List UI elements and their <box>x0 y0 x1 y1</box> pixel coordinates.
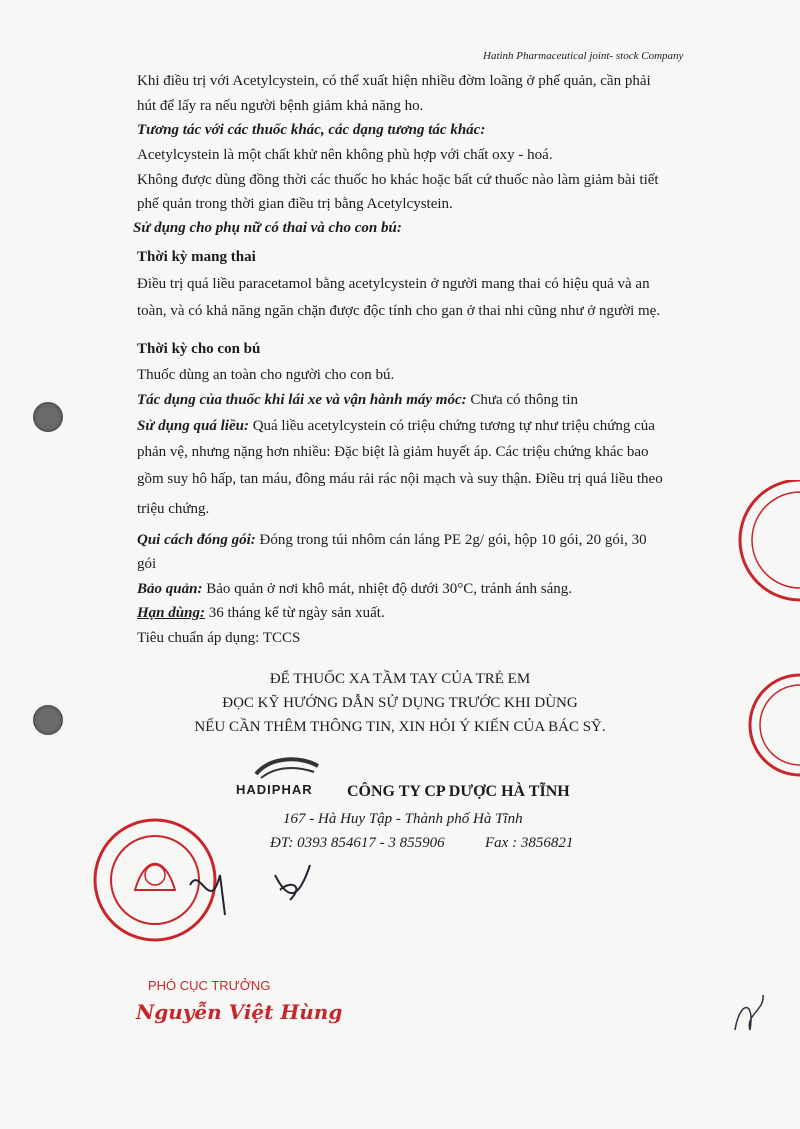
lactation-subheading: Thời kỳ cho con bú <box>137 341 261 357</box>
warning-line: NẾU CẦN THÊM THÔNG TIN, XIN HỎI Ý KIẾN CỦA BÁC SỸ. <box>194 719 606 735</box>
warning-line: ĐỂ THUỐC XA TẦM TAY CỦA TRẺ EM <box>269 671 531 687</box>
driving-line <box>137 391 578 409</box>
body-line: triệu chứng. <box>137 501 210 517</box>
body-line: Không được dùng đồng thời các thuốc ho khác hoặc bất cứ thuốc nào làm giảm bài tiết <box>137 172 659 188</box>
company-address: 167 - Hà Huy Tập - Thành phố Hà Tĩnh <box>283 811 523 827</box>
body-line: Khi điều trị với Acetylcystein, có thể xuất hiện nhiều đờm loãng ở phế quản, cần phải <box>137 73 651 89</box>
header-company-en: Hatinh Pharmaceutical joint- stock Company <box>483 50 684 62</box>
storage-heading: Bảo quản: <box>137 581 203 597</box>
storage-line <box>137 580 572 598</box>
overdose-heading: Sử dụng quá liều: <box>137 418 249 434</box>
body-line: toàn, và có khả năng ngăn chặn được độc tính cho gan ở thai nhi cũng như ở người mẹ. <box>137 303 661 319</box>
standard-line: Tiêu chuẩn áp dụng: TCCS <box>137 630 301 646</box>
expiry-heading: Hạn dùng: <box>137 605 205 621</box>
punch-hole-top <box>33 402 63 432</box>
body-line: Acetylcystein là một chất khử nên không phù hợp với chất oxy - hoá. <box>137 147 553 163</box>
storage-text: Bảo quản ở nơi khô mát, nhiệt độ dưới 30°C, tránh ánh sáng. <box>202 581 572 597</box>
body-line: phản vệ, nhưng nặng hơn nhiều: Đặc biệt là giảm huyết áp. Các triệu chứng khác bao <box>137 444 649 460</box>
company-fax: Fax : 3856821 <box>485 835 574 851</box>
logo-swoosh-icon <box>236 752 336 782</box>
logo-text: HADIPHAR <box>236 782 313 797</box>
body-line: gồm suy hô hấp, tan máu, đông máu rải rác nội mạch và suy thận. Điều trị quá liều theo <box>137 471 663 487</box>
signature-title: PHÓ CỤC TRƯỞNG <box>148 978 271 993</box>
warning-line: ĐỌC KỸ HƯỚNG DẪN SỬ DỤNG TRƯỚC KHI DÙNG <box>222 695 578 711</box>
edge-stamp-icon <box>705 480 800 610</box>
interactions-heading: Tương tác với các thuốc khác, các dạng tương tác khác: <box>137 122 486 138</box>
signature-name: Nguyễn Việt Hùng <box>136 1000 343 1024</box>
pregnancy-subheading: Thời kỳ mang thai <box>137 249 256 265</box>
company-logo <box>236 752 336 802</box>
driving-text: Chưa có thông tin <box>466 392 579 408</box>
body-line: gói <box>137 556 157 572</box>
edge-stamp-icon <box>728 670 800 780</box>
body-line: phế quản trong thời gian điều trị bằng Acetylcystein. <box>137 196 453 212</box>
driving-heading: Tác dụng của thuốc khi lái xe và vận hành máy móc: <box>137 392 467 408</box>
expiry-line <box>137 604 385 622</box>
signature-scribble-icon <box>180 855 340 925</box>
body-line: Điều trị quá liều paracetamol bằng acetylcystein ở người mang thai có hiệu quả và an <box>137 276 650 292</box>
packaging-text: Đóng trong túi nhôm cán láng PE 2g/ gói, hộp 10 gói, 20 gói, 30 <box>255 532 647 548</box>
packaging-line <box>137 531 647 549</box>
overdose-line <box>137 417 655 435</box>
body-line: Thuốc dùng an toàn cho người cho con bú. <box>137 367 395 383</box>
expiry-text: 36 tháng kể từ ngày sản xuất. <box>204 605 385 621</box>
packaging-heading: Qui cách đóng gói: <box>137 532 256 548</box>
body-line: hút để lấy ra nếu người bệnh giảm khả năng ho. <box>137 98 424 114</box>
initials-mark-icon <box>725 990 775 1040</box>
company-name: CÔNG TY CP DƯỢC HÀ TĨNH <box>347 783 570 800</box>
company-phone: ĐT: 0393 854617 - 3 855906 <box>270 835 445 851</box>
pregnancy-heading: Sử dụng cho phụ nữ có thai và cho con bú: <box>133 220 402 236</box>
overdose-text: Quá liều acetylcystein có triệu chứng tương tự như triệu chứng của <box>248 418 655 434</box>
